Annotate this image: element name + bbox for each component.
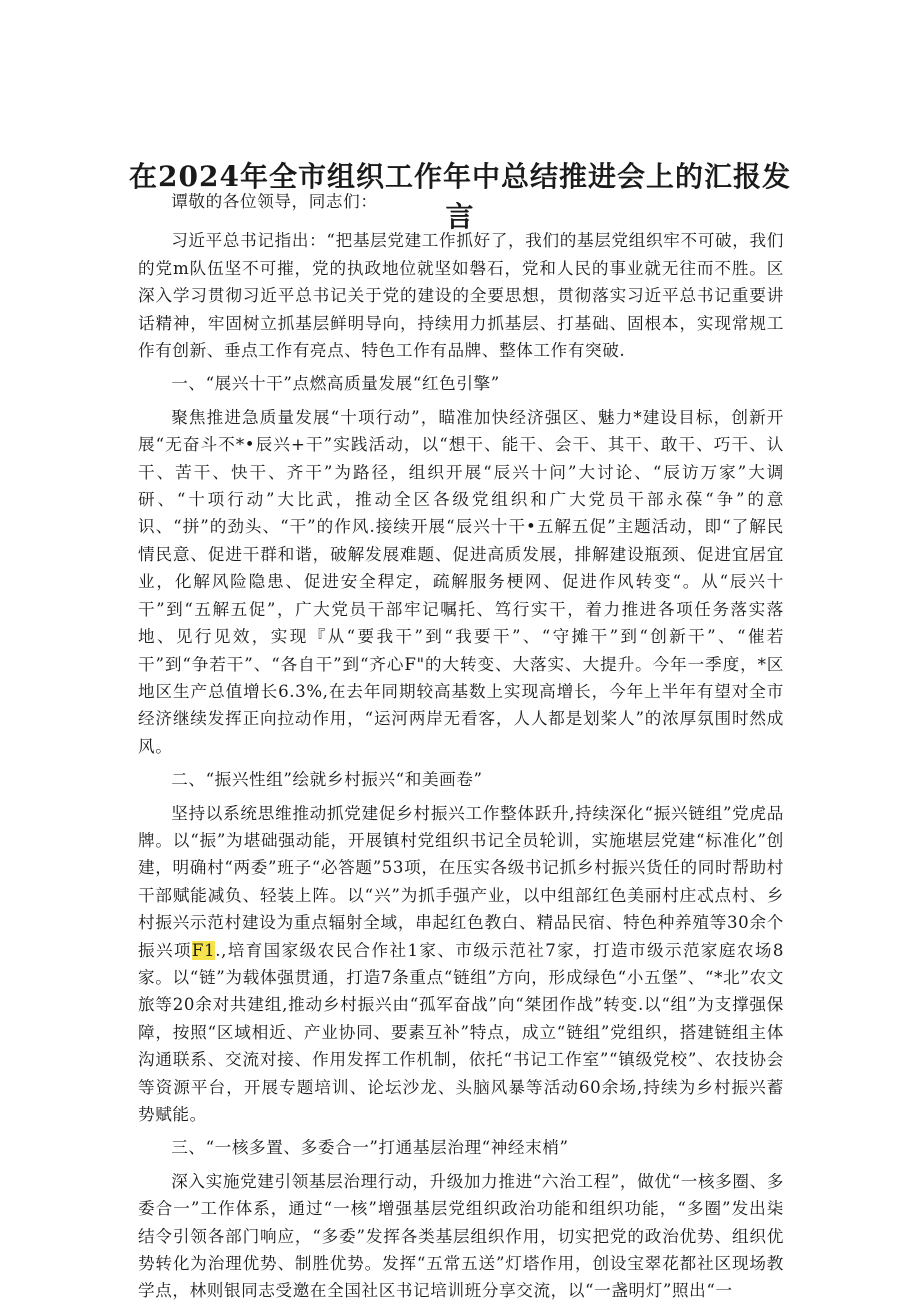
section-2-paragraph: [138, 800, 784, 1129]
highlighted-marker: F1: [191, 940, 216, 960]
greeting: 谭敬的各位领导，同志们：: [171, 192, 378, 211]
section-2-heading: 二、“振兴性组”绘就乡村振兴“和美画卷”: [171, 770, 483, 790]
section-3-heading: 三、“一核多置、多委合一”打通基层治理“神经末梢”: [171, 1138, 569, 1158]
section-2-text-before: 坚持以系统思维推动抓党建促乡村振兴工作整体跃升,持续深化“振兴链组”党虎品牌。以“振”为堪础强动能，开展镇村党组织书记全员轮训，实施堪层党建“标准化”创建，明确村“两委”班子“必答题”53项，在压实各级书记抓乡村振兴货任的同时帮助村干部赋能减负、轻装上阵。以“兴”为抓手强产业，以中组部红色美丽村庄忒点村、乡村振兴示范村建设为重点辐射全域，串起红色教白、精品民宿、特色种养殖等30余个振兴项: [138, 803, 784, 960]
section-2-text-after: .,培育国家级农民合作社1家、市级示范社7家，打造市级示范家庭农场8家。以“链”为载体强贯通，打造7条重点“链组”方向，形成绿色“小五堡”、“*北”农文旅等20余对共建组,推动乡村振兴由“孤军奋战”向“桀团作战”转变.以“组”为支撑强保障，按照“区域相近、产业协同、要素互补”特点，成立“链组”党组织，搭建链组主体沟通联系、交流对接、作用发挥工作机制，依托“书记工作室”“镇级党校”、农技协会等资源平台，开展专题培训、论坛沙龙、头脑风暴等活动60余场,持续为乡村振兴蓄势赋能。: [138, 940, 784, 1124]
document-body: [138, 188, 784, 1311]
document-title: 在2024年全市组织工作年中总结推进会上的汇报发言: [129, 159, 791, 233]
intro-paragraph: 习近平总书记指出：“把基层党建工作抓好了，我们的基层党组织牢不可破，我们的党m队伍坚不可摧，党的执政地位就坚如磐石，党和人民的事业就无往而不胜。区深入学习贯彻习近平总书记关于党的建设的全要思想，贯彻落实习近平总书记重要讲话精神，牢固树立抓基层鲜明导向，持续用力抓基层、打基础、固根本，实现常规工作有创新、垂点工作有亮点、特色工作有品牌、整体工作有突破.: [138, 231, 784, 361]
section-1-paragraph: 聚焦推进急质量发展“十项行动”，瞄准加快经济强区、魅力*建设目标，创新开展“无奋斗不*•辰兴+干”实践活动，以“想干、能干、会干、其干、敢干、巧干、认干、苦干、快干、齐干”为路径，组织开展“辰兴十问”大讨论、“辰访万家”大调研、“十项行动”大比武，推动全区各级党组织和广大党员干部永葆“争”的意识、“拼”的劲头、“干”的作风.接续开展“辰兴十干•五解五促”主题活动，即“了解民情民意、促进干群和谐，破解发展难题、促进高质发展，排解建设瓶颈、促进宜居宜业，化解风险隐患、促进安全稈定，疏解服务梗网、促进作风转变“。从“辰兴十干”到“五解五促”，广大党员干部牢记嘱托、笃行实干，着力推进各项任务落实落地、见行见效，实现『从“要我干”到“我要干”、“守摊干”到“创新干”、“催若干”到“争若干”、“各自干”到“齐心F"的大转变、大落实、大提升。今年一季度，*区地区生产总值增长6.3%,在去年同期较高基数上实现高增长，今年上半年有望对全市经济继续发挥正向拉动作用，“运河两岸无看客，人人都是划桨人”的浓厚氛围时然成风。: [138, 407, 784, 756]
section-1-heading: 一、“展兴十干”点燃高质量发展“红色引擎”: [171, 374, 500, 394]
section-3-paragraph: 深入实施党建引领基层治理行动，升级加力推进“六治工程”，做优“一核多圈、多委合一”工作体系，通过“一核”增强基层党组织政治功能和组织功能，“多圈”发出柒结令引领各部门响应，“多委”发挥各类基层组织作用，切实把党的政治优势、组织优势转化为治理优势、制胜优势。发挥“五常五送”灯塔作用，创设宝翠花都社区现场教学点，林则银同志受邀在全国社区书记培训班分享交流，以“一盏明灯”照出“一: [138, 1171, 784, 1301]
